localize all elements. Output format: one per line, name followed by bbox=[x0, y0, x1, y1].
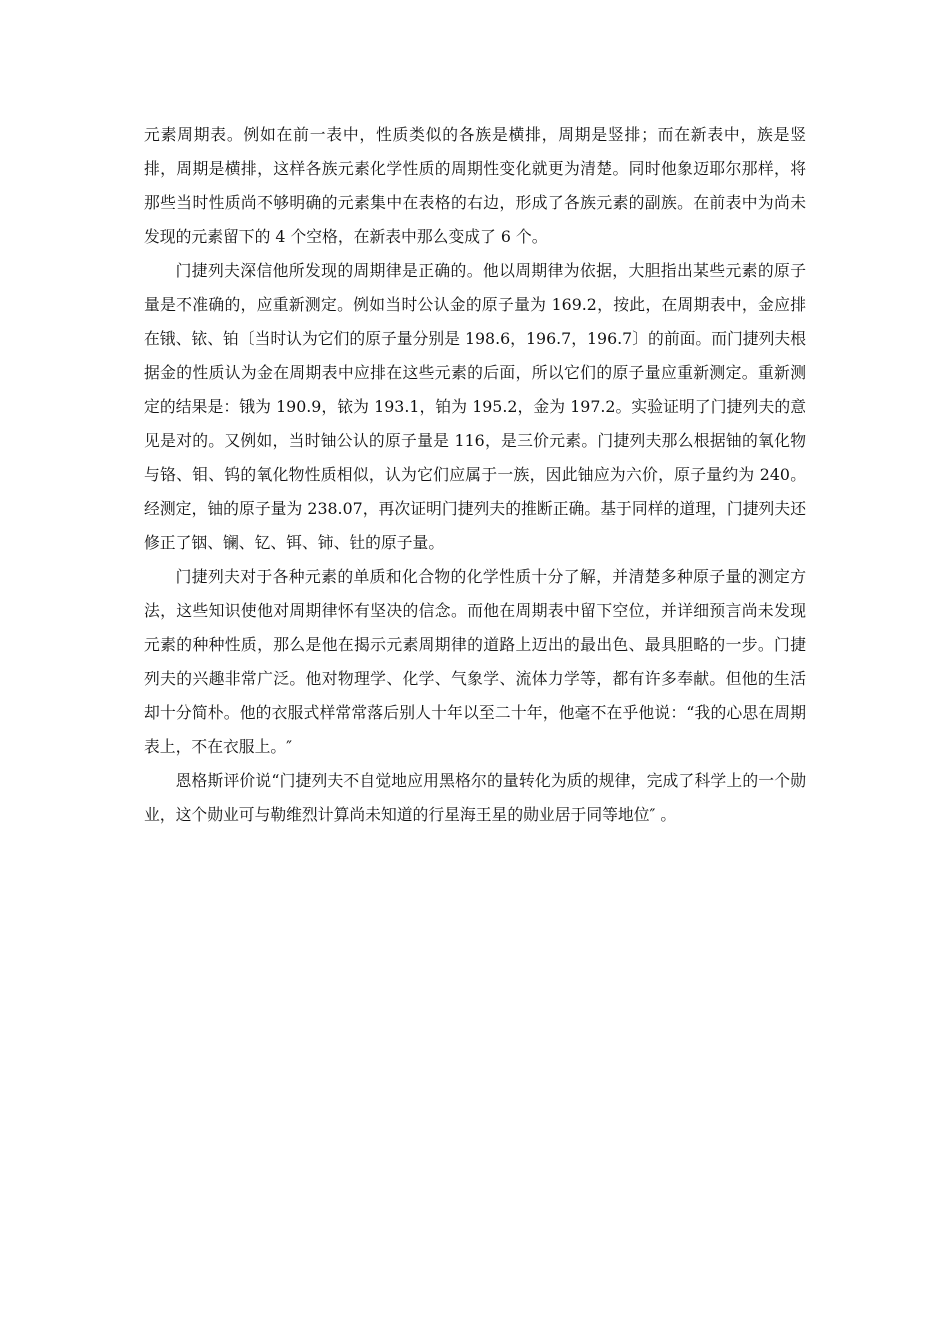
paragraph-periodic-table-layout: 元素周期表。例如在前一表中，性质类似的各族是横排，周期是竖排；而在新表中，族是竖排，周期是横排，这样各族元素化学性质的周期性变化就更为清楚。同时他象迈耶尔那样，将那些当时性质尚不够明确的元素集中在表格的右边，形成了各族元素的副族。在前表中为尚未发现的元素留下的 4 个空格，在新表中那么变成了 6 个。 bbox=[144, 125, 806, 246]
paragraph-atomic-weight-corrections: 门捷列夫深信他所发现的周期律是正确的。他以周期律为依据，大胆指出某些元素的原子量是不准确的，应重新测定。例如当时公认金的原子量为 169.2，按此，在周期表中，金应排在锇、铱、铂〔当时认为它们的原子量分别是 198.6，196.7，196.7〕的前面。而门捷列夫根据金的性质认为金在周期表中应排在这些元素的后面，所以它们的原子量应重新测定。重新测定的结果是：锇为 190.9，铱为 193.1，铂为 195.2，金为 197.2。实验证明了门捷列夫的意见是对的。又例如，当时铀公认的原子量是 116，是三价元素。门捷列夫那么根据铀的氧化物与铬、钼、钨的氧化物性质相似，认为它们应属于一族，因此铀应为六价，原子量约为 240。经测定，铀的原子量为 238.07，再次证明门捷列夫的推断正确。基于同样的道理，门捷列夫还修正了铟、镧、钇、铒、铈、钍的原子量。 bbox=[144, 261, 806, 552]
paragraph-mendeleev-interests: 门捷列夫对于各种元素的单质和化合物的化学性质十分了解，并清楚多种原子量的测定方法，这些知识使他对周期律怀有坚决的信念。而他在周期表中留下空位，并详细预言尚未发现元素的种种性质，那么是他在揭示元素周期律的道路上迈出的最出色、最具胆略的一步。门捷列夫的兴趣非常广泛。他对物理学、化学、气象学、流体力学等，都有许多奉献。但他的生活却十分简朴。他的衣服式样常常落后别人十年以至二十年，他毫不在乎他说：“我的心思在周期表上，不在衣服上。″ bbox=[144, 567, 806, 756]
paragraph-engels-evaluation: 恩格斯评价说“门捷列夫不自觉地应用黑格尔的量转化为质的规律，完成了科学上的一个勋业，这个勋业可与勒维烈计算尚未知道的行星海王星的勋业居于同等地位″ 。 bbox=[144, 771, 806, 824]
document-body bbox=[144, 118, 806, 832]
